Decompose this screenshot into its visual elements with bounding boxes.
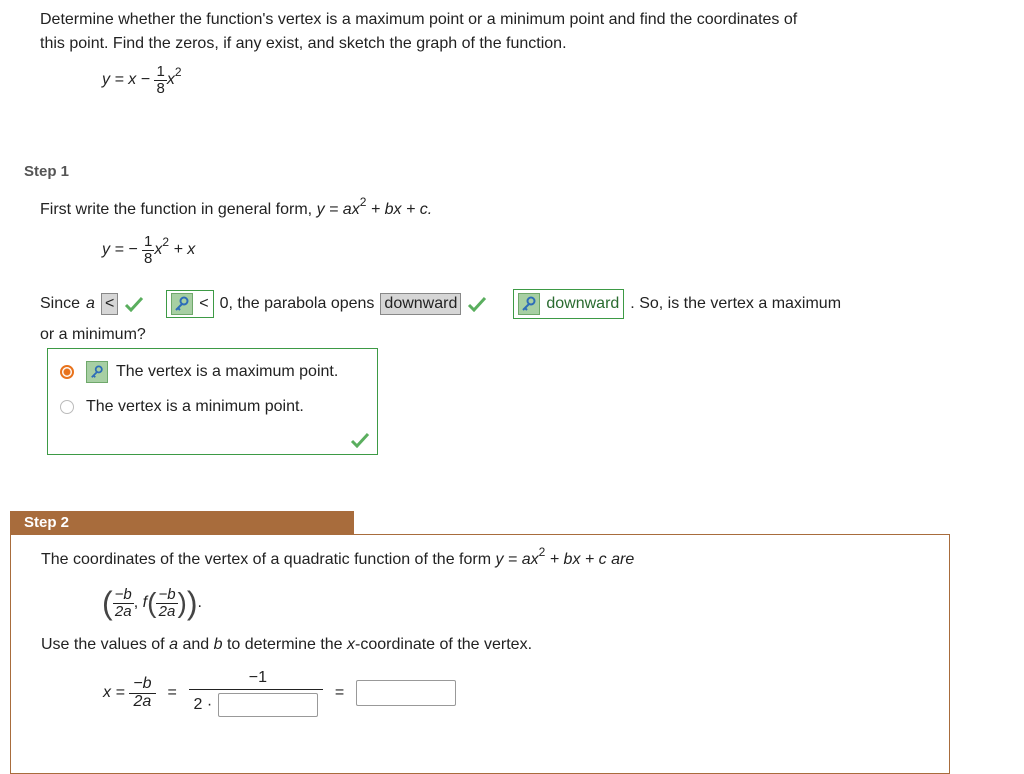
use-values-line: Use the values of a and b to determine the x-coordinate of the vertex.: [41, 636, 533, 653]
x-coordinate-equation: x = $\frac{-b}{2a}$ = $\frac{-1}{2 \cdot}$ =: [103, 670, 456, 716]
radio-selected[interactable]: [60, 365, 74, 379]
equation-exp: 2: [174, 65, 182, 80]
problem-statement: [40, 8, 1000, 56]
vertex-form-line: The coordinates of the vertex of a quadratic function of the form $y = ax^2$ + bx + c are: [41, 545, 635, 568]
general-form-equation: y = − $\frac{1}{8}$ x 2 + x: [102, 233, 196, 267]
check-icon: [467, 296, 487, 312]
opens-answer-box: [513, 289, 624, 319]
sign-select[interactable]: <: [101, 293, 118, 315]
fraction-neg-b-over-2a: $\frac{-b}{2a}$: [114, 585, 132, 620]
choice-label: The vertex is a maximum point.: [116, 363, 339, 380]
choice-max[interactable]: [60, 361, 338, 383]
big-fraction: $\frac{-1}{2 \cdot}$: [189, 669, 323, 717]
or-minimum-text: or a minimum?: [40, 326, 146, 343]
problem-line-2: this point. Find the zeros, if any exist, and sketch the graph of the function.: [40, 35, 567, 52]
problem-equation: [102, 64, 182, 97]
choice-min[interactable]: [60, 398, 304, 416]
fraction-neg-b-over-2a: $\frac{-b}{2a}$: [129, 676, 155, 711]
sign-answer: <: [199, 295, 209, 312]
choice-label: The vertex is a minimum point.: [86, 398, 304, 415]
opens-select[interactable]: downward: [380, 293, 461, 315]
key-icon: [86, 361, 108, 383]
big-fraction-numerator: −1: [189, 669, 323, 690]
fraction-one-eighth: $\frac{1}{8}$: [156, 63, 165, 97]
x-coordinate-input[interactable]: [356, 680, 456, 706]
opens-answer: downward: [546, 295, 620, 312]
step2-panel: [10, 534, 950, 774]
equation-var: x: [166, 71, 175, 89]
general-form-line: First write the function in general form, $y = ax^2$ + bx + c.: [40, 195, 433, 218]
step2-heading: Step 2: [10, 511, 354, 535]
check-icon: [124, 296, 144, 312]
key-icon: [171, 293, 193, 315]
key-icon: [518, 293, 540, 315]
fraction-one-eighth: $\frac{1}{8}$: [144, 233, 153, 267]
answer-choice-box: [47, 348, 378, 455]
denominator-input[interactable]: [218, 693, 318, 717]
radio-unselected[interactable]: [60, 400, 74, 414]
since-line: Since a < < 0, the parabola opens downward downward . So, is the vertex a maximum: [40, 289, 841, 319]
vertex-formula: ( $\frac{-b}{2a}$ , f ( $\frac{-b}{2a}$ ) ) .: [102, 584, 202, 621]
problem-line-1: Determine whether the function's vertex is a maximum point or a minimum point and find the coordinates of: [40, 11, 798, 28]
step1-heading: Step 1: [24, 163, 70, 180]
check-icon: [349, 432, 371, 448]
equation-lhs: y = x −: [102, 71, 151, 89]
fraction-neg-b-over-2a: $\frac{-b}{2a}$: [158, 585, 176, 620]
sign-answer-box: [166, 290, 213, 318]
